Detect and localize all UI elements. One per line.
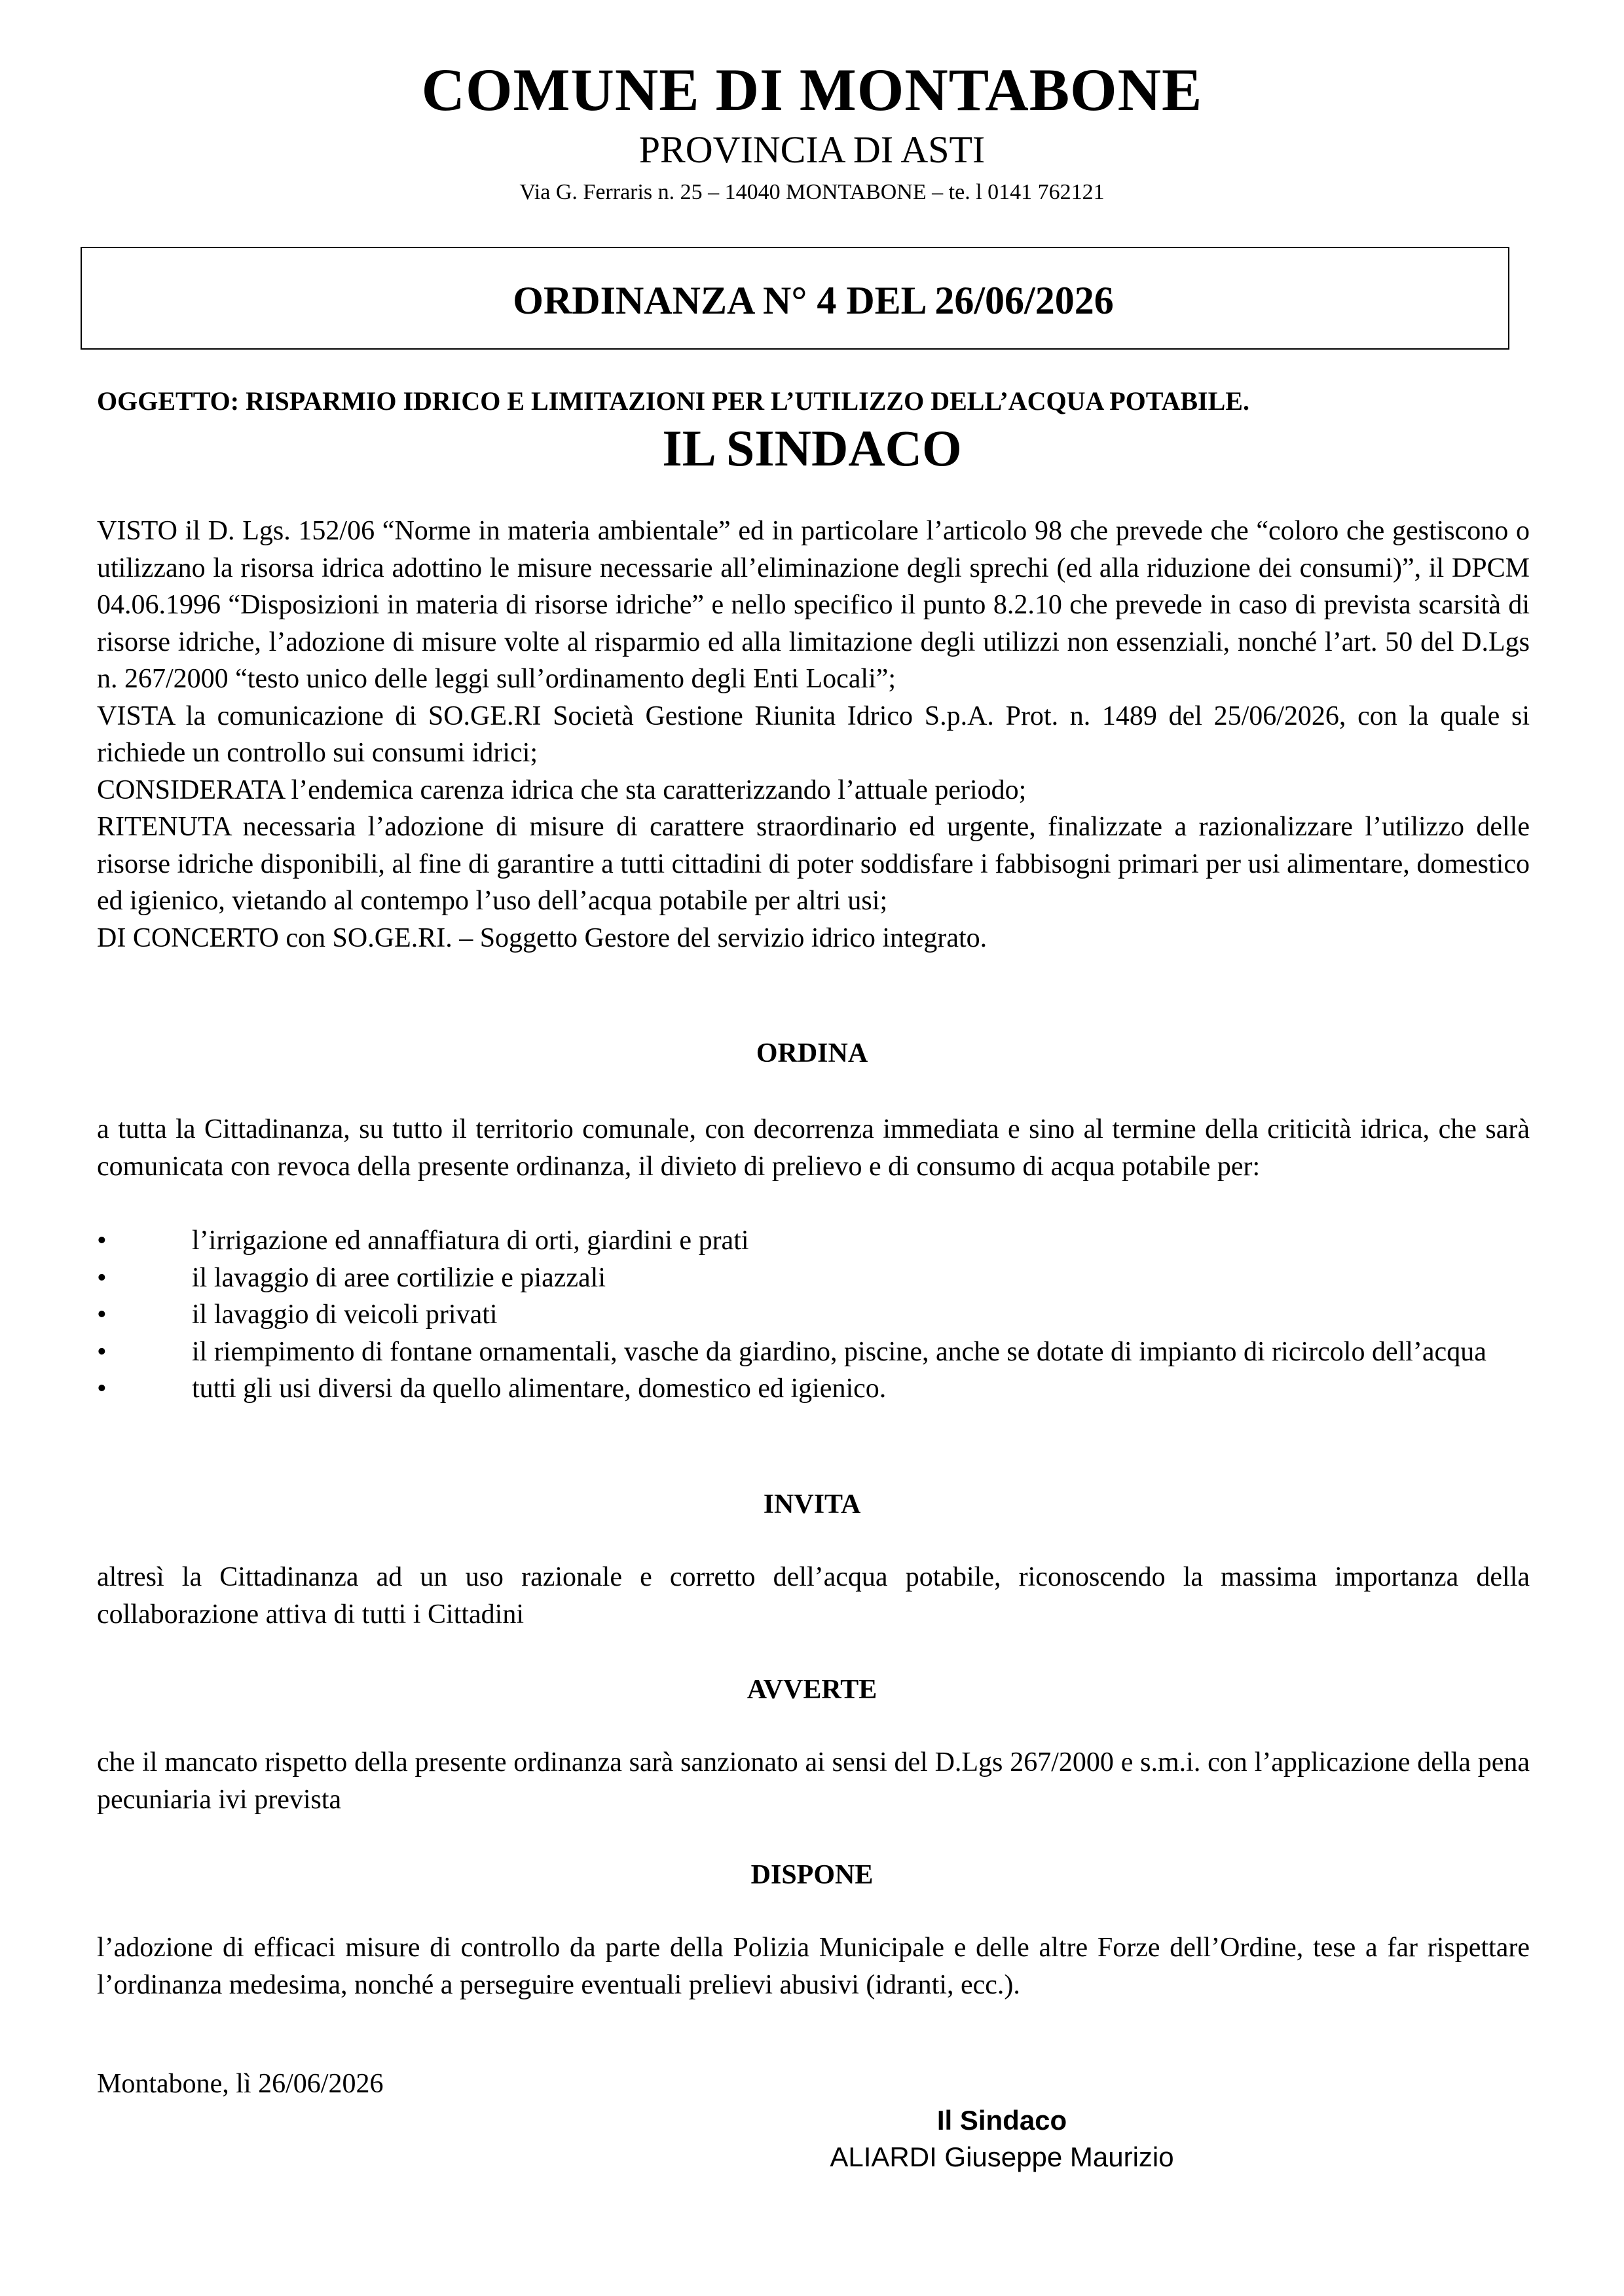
list-item-text: il riempimento di fontane ornamentali, vasche da giardino, piscine, anche se dotate di impianto di ricircolo dell’acqua	[192, 1336, 1486, 1367]
bullet-icon: •	[97, 1336, 107, 1367]
municipality-address: Via G. Ferraris n. 25 – 14040 MONTABONE – te. l 0141 762121	[519, 180, 1105, 204]
premise-vista: VISTA la comunicazione di SO.GE.RI Società Gestione Riunita Idrico S.p.A. Prot. n. 1489 del 25/06/2026, con la quale si richiede un controllo sui consumi idrici;	[97, 701, 1530, 768]
avverte-text: che il mancato rispetto della presente ordinanza sarà sanzionato ai sensi del D.Lgs 267/2000 e s.m.i. con l’applicazione della pena pecuniaria ivi prevista	[97, 1747, 1530, 1815]
province-name: PROVINCIA DI ASTI	[638, 128, 986, 171]
prohibited-uses-list	[97, 1222, 1530, 1408]
dispone-text: l’adozione di efficaci misure di controllo da parte della Polizia Municipale e delle altre Forze dell’Ordine, tese a far rispettare l’ordinanza medesima, nonché a perseguire eventuali prelievi abusivi (idranti, ecc.).	[97, 1933, 1530, 2000]
ordinance-title-box	[81, 247, 1509, 350]
list-item	[97, 1370, 1530, 1408]
bullet-icon: •	[97, 1226, 107, 1256]
section-title-ordina: ORDINA	[756, 1038, 868, 1068]
section-title-avverte: AVVERTE	[747, 1675, 877, 1705]
signatory-name: ALIARDI Giuseppe Maurizio	[830, 2141, 1174, 2172]
list-item	[97, 1296, 1530, 1334]
ordina-text: a tutta la Cittadinanza, su tutto il territorio comunale, con decorrenza immediata e sino al termine della criticità idrica, che sarà comunicata con revoca della presente ordinanza, il divieto di prelievo e di consumo di acqua potabile per:	[97, 1114, 1530, 1182]
bullet-icon: •	[97, 1374, 107, 1404]
section-title-invita: INVITA	[763, 1489, 861, 1520]
premise-ritenuta: RITENUTA necessaria l’adozione di misure di carattere straordinario ed urgente, finalizzate a razionalizzare l’utilizzo delle risorse idriche disponibili, al fine di garantire a tutti cittadini di poter soddisfare i fabbisogni primari per usi alimentare, domestico ed igienico, vietando al contempo l’uso dell’acqua potabile per altri usi;	[97, 812, 1530, 916]
ordinance-title: ORDINANZA N° 4 DEL 26/06/2026	[513, 279, 1114, 322]
list-item	[97, 1260, 1530, 1297]
bullet-icon: •	[97, 1262, 107, 1293]
bullet-icon: •	[97, 1300, 107, 1330]
premise-considerata: CONSIDERATA l’endemica carenza idrica che sta caratterizzando l’attuale periodo;	[97, 774, 1027, 805]
signatory-role: Il Sindaco	[936, 2105, 1067, 2136]
list-item-text: il lavaggio di aree cortilizie e piazzali	[192, 1262, 606, 1293]
list-item	[97, 1334, 1530, 1371]
list-item-text: il lavaggio di veicoli privati	[192, 1300, 498, 1330]
letterhead	[0, 54, 1624, 207]
place-and-date: Montabone, lì 26/06/2026	[97, 2069, 384, 2099]
invita-text: altresì la Cittadinanza ad un uso razionale e corretto dell’acqua potabile, riconoscendo la massima importanza della collaborazione attiva di tutti i Cittadini	[97, 1562, 1530, 1630]
municipality-name: COMUNE DI MONTABONE	[421, 56, 1203, 123]
list-item-text: tutti gli usi diversi da quello alimentare, domestico ed igienico.	[192, 1374, 887, 1404]
subject-line: OGGETTO: RISPARMIO IDRICO E LIMITAZIONI PER L’UTILIZZO DELL’ACQUA POTABILE.	[97, 386, 1249, 416]
section-title-dispone: DISPONE	[750, 1860, 874, 1890]
list-item	[97, 1222, 1530, 1260]
premises-block	[97, 513, 1530, 957]
list-item-text: l’irrigazione ed annaffiatura di orti, giardini e prati	[192, 1226, 749, 1256]
premise-di-concerto: DI CONCERTO con SO.GE.RI. – Soggetto Gestore del servizio idrico integrato.	[97, 922, 987, 953]
mayor-heading: IL SINDACO	[662, 420, 962, 477]
premise-visto: VISTO il D. Lgs. 152/06 “Norme in materia ambientale” ed in particolare l’articolo 98 che prevede che “coloro che gestiscono o utilizzano la risorsa idrica adottino le misure necessarie all’eliminazione degli sprechi (ed alla riduzione dei consumi)”, il DPCM 04.06.1996 “Disposizioni in materia di risorse idriche” e nello specifico il punto 8.2.10 che prevede in caso di prevista scarsità di risorse idriche, l’adozione di misure volte al risparmio ed alla limitazione degli utilizzi non essenziali, nonché l’art. 50 del D.Lgs n. 267/2000 “testo unico delle leggi sull’ordinamento degli Enti Locali”;	[97, 516, 1530, 694]
